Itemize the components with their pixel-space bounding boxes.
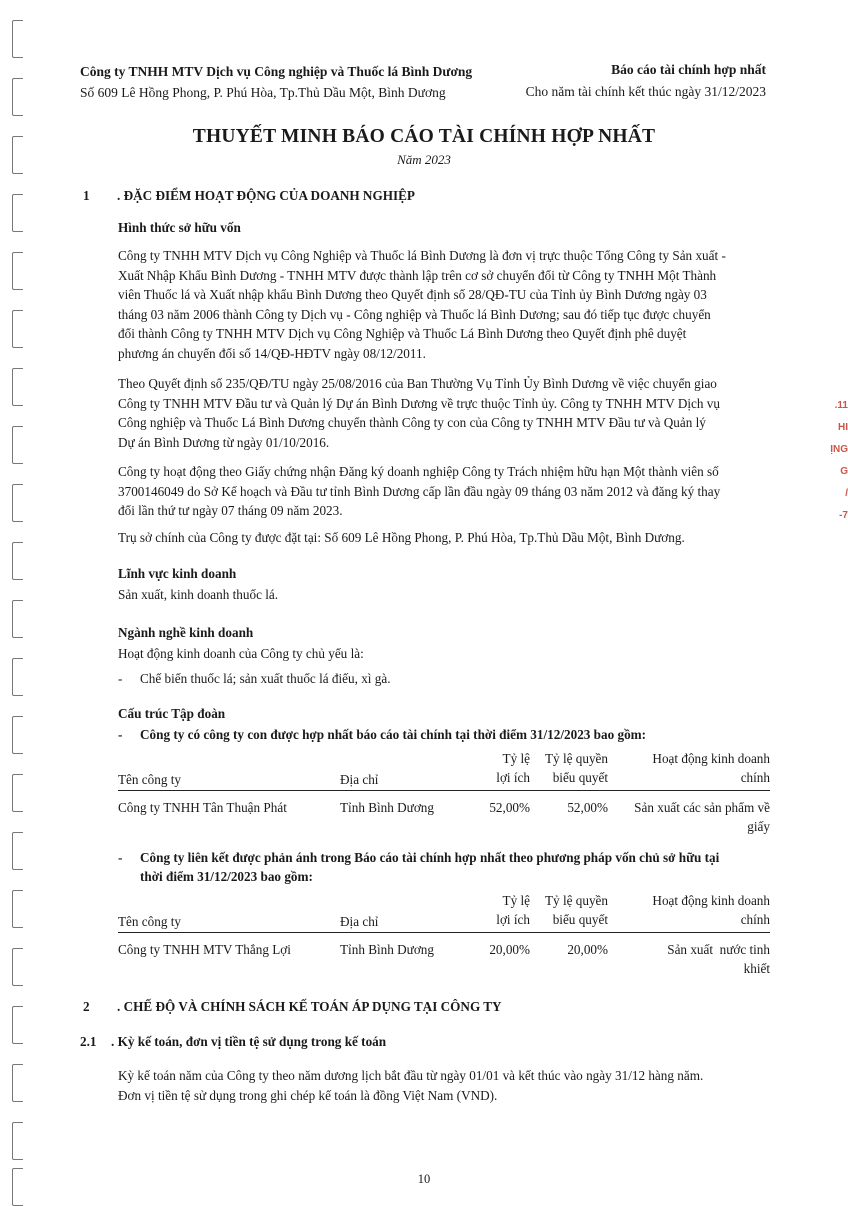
binding-hole [12, 484, 23, 522]
col-header-vote-l2: biểu quyết [552, 912, 608, 927]
stamp-text: ỊNG [830, 444, 848, 455]
headquarters-text: Trụ sở chính của Công ty được đặt tại: Số 609 Lê Hồng Phong, P. Phú Hòa, Tp.Thủ Dầu Một, Bình Dương. [118, 530, 685, 545]
text-line: Công nghiệp và Thuốc Lá Bình Dương chuyển thành Công ty con của Công ty TNHH MTV Đầu tư và Quản lý [118, 415, 706, 431]
stamp-text: .11 [834, 400, 848, 411]
col-header-activity-l2: chính [740, 770, 770, 785]
binding-hole [12, 1006, 23, 1044]
associate-activity-l2: khiết [743, 961, 770, 976]
ownership-paragraph-3 [118, 462, 778, 521]
table-divider [118, 932, 770, 933]
col-header-address: Địa chỉ [340, 914, 379, 929]
ownership-heading: Hình thức sở hữu vốn [118, 220, 241, 235]
binding-hole [12, 832, 23, 870]
binding-hole [12, 1064, 23, 1102]
header-report-title: Báo cáo tài chính hợp nhất [611, 62, 766, 77]
list-bullet: - [118, 850, 123, 865]
subsidiaries-heading: Công ty có công ty con được hợp nhất báo cáo tài chính tại thời điểm 31/12/2023 bao gồm: [140, 727, 647, 742]
binding-hole [12, 426, 23, 464]
associate-interest: 20,00% [489, 942, 530, 957]
stamp-text: -7 [839, 510, 848, 521]
text-line: viên Thuốc lá và Xuất nhập khẩu Bình Dương theo Quyết định số 28/QĐ-TU của Tỉnh ủy Bình Dương ngày 03 [118, 287, 707, 303]
associate-name: Công ty TNHH MTV Thắng Lợi [118, 942, 291, 957]
col-header-interest-l2: lợi ích [496, 912, 530, 927]
associate-vote: 20,00% [567, 942, 608, 957]
section-1-title: . ĐẶC ĐIỂM HOẠT ĐỘNG CỦA DOANH NGHIỆP [117, 188, 415, 203]
subsidiary-name: Công ty TNHH Tân Thuận Phát [118, 800, 287, 815]
accounting-period-text: Kỳ kế toán năm của Công ty theo năm dương lịch bắt đầu từ ngày 01/01 và kết thúc vào ngày 31/12 hàng năm. [118, 1068, 704, 1083]
text-line: Xuất Nhập Khẩu Bình Dương - TNHH MTV được thành lập trên cơ sở chuyển đổi từ Công ty TNHH Một Thành [118, 267, 717, 283]
business-heading: Ngành nghề kinh doanh [118, 625, 254, 640]
col-header-address: Địa chỉ [340, 772, 379, 787]
list-bullet: - [118, 671, 123, 686]
binding-hole [12, 774, 23, 812]
table-divider [118, 790, 770, 791]
field-heading: Lĩnh vực kinh doanh [118, 566, 237, 581]
stamp-text: HI [838, 422, 848, 433]
binding-hole [12, 252, 23, 290]
subsidiary-activity-l1: Sản xuất các sản phẩm về [634, 800, 770, 815]
subsidiary-activity-l2: giấy [747, 819, 770, 834]
binding-hole [12, 310, 23, 348]
text-line: Công ty TNHH MTV Đầu tư và Quản lý Dự án Bình Dương về trực thuộc Tỉnh ủy. Công ty TNHH MTV Dịch vụ [118, 395, 720, 411]
subsidiary-vote: 52,00% [567, 800, 608, 815]
field-text: Sản xuất, kinh doanh thuốc lá. [118, 587, 279, 602]
col-header-activity-l1: Hoạt động kinh doanh [652, 751, 770, 766]
text-line: tháng 03 năm 2006 thành Công ty Dịch vụ - Công nghiệp và Thuốc lá Bình Dương; sau đó tiếp tục được chuyển [118, 306, 711, 322]
binding-hole [12, 20, 23, 58]
section-2-number: 2 [83, 999, 90, 1014]
text-line: phương án chuyển đổi số 14/QĐ-HĐTV ngày 08/12/2011. [118, 345, 426, 361]
business-intro: Hoạt động kinh doanh của Công ty chủ yếu là: [118, 646, 364, 661]
ownership-paragraph-1 [118, 246, 778, 364]
col-header-interest-l1: Tỷ lệ [502, 893, 530, 908]
text-line: 3700146049 do Sở Kế hoạch và Đầu tư tỉnh Bình Dương cấp lần đầu ngày 09 tháng 03 năm 2012 và đăng ký thay [118, 483, 721, 499]
col-header-vote-l1: Tỷ lệ quyền [545, 893, 608, 908]
col-header-interest-l1: Tỷ lệ [502, 751, 530, 766]
page-title: THUYẾT MINH BÁO CÁO TÀI CHÍNH HỢP NHẤT [192, 126, 656, 147]
binding-hole [12, 194, 23, 232]
binding-hole [12, 948, 23, 986]
text-line: Dự án Bình Dương từ ngày 01/10/2016. [118, 434, 330, 450]
col-header-name: Tên công ty [118, 914, 181, 929]
subsidiary-address: Tỉnh Bình Dương [340, 800, 434, 815]
header-address: Số 609 Lê Hồng Phong, P. Phú Hòa, Tp.Thủ Dầu Một, Bình Dương [80, 85, 446, 100]
section-1-number: 1 [83, 188, 90, 203]
col-header-vote-l1: Tỷ lệ quyền [545, 751, 608, 766]
text-line: đổi lần thứ tư ngày 07 tháng 09 năm 2023. [118, 503, 343, 519]
header-period: Cho năm tài chính kết thúc ngày 31/12/2023 [525, 84, 766, 99]
col-header-activity-l2: chính [740, 912, 770, 927]
subsidiary-interest: 52,00% [489, 800, 530, 815]
binding-hole [12, 542, 23, 580]
col-header-name: Tên công ty [118, 772, 181, 787]
col-header-interest-l2: lợi ích [496, 770, 530, 785]
section-2-title: . CHẾ ĐỘ VÀ CHÍNH SÁCH KẾ TOÁN ÁP DỤNG TẠI CÔNG TY [117, 999, 502, 1014]
currency-unit-text: Đơn vị tiền tệ sử dụng trong ghi chép kế toán là đồng Việt Nam (VND). [118, 1088, 498, 1103]
binding-hole [12, 658, 23, 696]
associates-heading-line2: thời điểm 31/12/2023 bao gồm: [140, 869, 313, 884]
subsection-2-1-number: 2.1 [80, 1034, 97, 1049]
stamp-text: G [840, 466, 848, 477]
subsection-2-1-title: . Kỳ kế toán, đơn vị tiền tệ sử dụng trong kế toán [111, 1034, 387, 1049]
text-line: Công ty TNHH MTV Dịch vụ Công Nghiệp và Thuốc lá Bình Dương là đơn vị trực thuộc Tổng Công ty Sản xuất - [118, 248, 726, 263]
red-stamp-fragment [822, 395, 848, 555]
binding-hole [12, 368, 23, 406]
col-header-activity-l1: Hoạt động kinh doanh [652, 893, 770, 908]
associate-address: Tỉnh Bình Dương [340, 942, 434, 957]
ownership-paragraph-2 [118, 374, 778, 452]
text-line: Công ty hoạt động theo Giấy chứng nhận Đăng ký doanh nghiệp Công ty Trách nhiệm hữu hạn Một thành viên số [118, 464, 719, 479]
col-header-vote-l2: biểu quyết [552, 770, 608, 785]
group-structure-heading: Cấu trúc Tập đoàn [118, 706, 226, 721]
binding-hole [12, 890, 23, 928]
business-item: Chế biến thuốc lá; sản xuất thuốc lá điếu, xì gà. [140, 671, 391, 686]
binding-hole [12, 600, 23, 638]
page-subtitle: Năm 2023 [397, 152, 451, 167]
text-line: Theo Quyết định số 235/QĐ/TU ngày 25/08/2016 của Ban Thường Vụ Tỉnh Ủy Bình Dương về việc chuyển giao [118, 376, 717, 391]
binding-hole [12, 716, 23, 754]
associates-heading-line1: Công ty liên kết được phản ánh trong Báo cáo tài chính hợp nhất theo phương pháp vốn chủ sở hữu tại [140, 850, 720, 865]
binding-hole [12, 1122, 23, 1160]
stamp-text: / [845, 488, 848, 499]
list-bullet: - [118, 727, 123, 742]
binding-margin [0, 0, 30, 1200]
page-number: 10 [417, 1172, 431, 1186]
header-company: Công ty TNHH MTV Dịch vụ Công nghiệp và Thuốc lá Bình Dương [80, 64, 473, 79]
associate-activity-l1: Sản xuất nước tinh [667, 942, 770, 957]
binding-hole [12, 78, 23, 116]
text-line: đổi thành Công ty TNHH MTV Dịch vụ Công Nghiệp và Thuốc Lá Bình Dương theo Quyết định phê duyệt [118, 326, 687, 342]
